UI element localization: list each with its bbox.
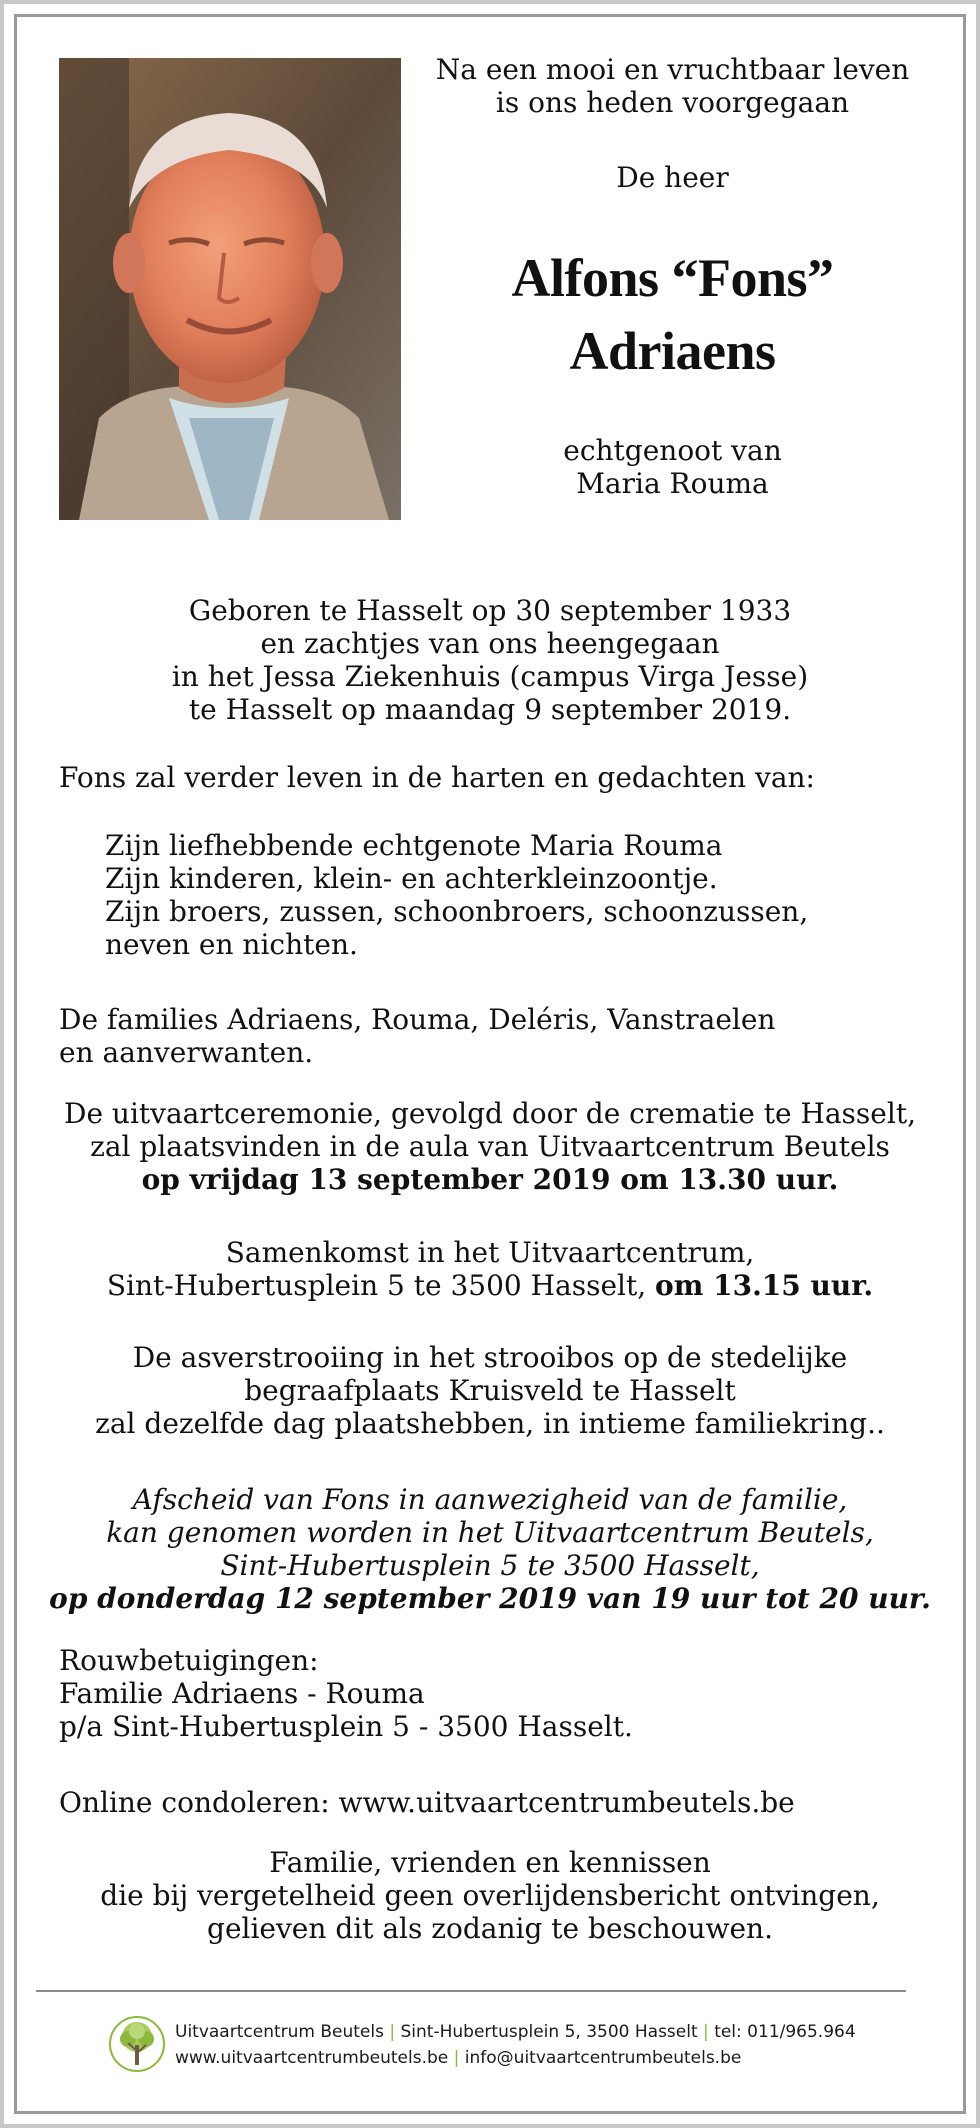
intro-text — [415, 53, 930, 119]
ceremony-line-1: De uitvaartceremonie, gevolgd door de crematie te Hasselt, — [64, 1097, 916, 1130]
ceremony-info — [30, 1097, 950, 1196]
families-line-1: De families Adriaens, Rouma, Deléris, Vanstraelen — [59, 1003, 776, 1036]
footer-divider — [36, 1990, 906, 1992]
families — [59, 1003, 775, 1069]
portrait-photo — [59, 58, 401, 520]
gathering-time: om 13.15 uur. — [655, 1269, 874, 1302]
gathering-line-1: Samenkomst in het Uitvaartcentrum, — [225, 1236, 755, 1269]
ashes-line-1: De asverstrooiing in het strooibos op de stedelijke — [132, 1341, 848, 1374]
condolences-address — [59, 1644, 633, 1743]
closing-text — [30, 1846, 950, 1945]
farewell-line-3: Sint-Hubertusplein 5 te 3500 Hasselt, — [220, 1549, 760, 1582]
ceremony-date: op vrijdag 13 september 2019 om 13.30 uur. — [141, 1163, 839, 1196]
gathering-info — [30, 1236, 950, 1302]
footer-line-1 — [175, 2019, 935, 2045]
online-condolences[interactable]: Online condoleren: www.uitvaartcentrumbeutels.be — [59, 1786, 795, 1819]
ashes-line-3: zal dezelfde dag plaatshebben, in intieme familiekring.. — [95, 1407, 885, 1440]
ashes-info — [30, 1341, 950, 1440]
intro-line-1: Na een mooi en vruchtbaar leven — [435, 53, 910, 86]
condolences-line-2: p/a Sint-Hubertusplein 5 - 3500 Hasselt. — [59, 1710, 633, 1743]
farewell-date: op donderdag 12 september 2019 van 19 uur tot 20 uur. — [49, 1582, 931, 1615]
survivor-line: Zijn liefhebbende echtgenote Maria Rouma — [105, 829, 723, 862]
survivor-line: Zijn kinderen, klein- en achterkleinzoontje. — [105, 862, 718, 895]
survivors-list — [105, 829, 808, 961]
footer-separator: | — [453, 2048, 460, 2068]
spouse-line-1: echtgenoot van — [563, 434, 782, 467]
title: De heer — [616, 161, 729, 194]
footer-separator: | — [703, 2022, 709, 2042]
birth-line-2: en zachtjes van ons heengegaan — [260, 627, 720, 660]
condolences-label: Rouwbetuigingen: — [59, 1644, 319, 1677]
footer-company: Uitvaartcentrum Beutels — [175, 2022, 384, 2042]
ashes-line-2: begraafplaats Kruisveld te Hasselt — [244, 1374, 736, 1407]
footer-line-2 — [175, 2045, 935, 2071]
footer-contact — [175, 2019, 935, 2071]
spouse-text — [415, 434, 930, 500]
footer-separator: | — [389, 2022, 396, 2042]
ceremony-line-3 — [30, 1163, 950, 1196]
footer-email[interactable]: info@uitvaartcentrumbeutels.be — [464, 2048, 742, 2068]
closing-line-1: Familie, vrienden en kennissen — [269, 1846, 711, 1879]
tree-logo-icon — [108, 2015, 166, 2073]
footer-website[interactable]: www.uitvaartcentrumbeutels.be — [175, 2048, 449, 2068]
survivors-intro: Fons zal verder leven in de harten en gedachten van: — [59, 761, 815, 794]
closing-line-2: die bij vergetelheid geen overlijdensbericht ontvingen, — [100, 1879, 880, 1912]
birth-death-info — [30, 594, 950, 726]
birth-line-4: te Hasselt op maandag 9 september 2019. — [188, 693, 792, 726]
farewell-line-4 — [30, 1582, 950, 1615]
gathering-line-2 — [30, 1269, 950, 1302]
survivor-line: neven en nichten. — [105, 928, 358, 961]
birth-line-3: in het Jessa Ziekenhuis (campus Virga Jesse) — [171, 660, 809, 693]
spouse-line-2: Maria Rouma — [576, 467, 769, 500]
gathering-address: Sint-Hubertusplein 5 te 3500 Hasselt, — [106, 1269, 647, 1302]
ceremony-line-2: zal plaatsvinden in de aula van Uitvaartcentrum Beutels — [90, 1130, 890, 1163]
intro-line-2: is ons heden voorgegaan — [495, 86, 850, 119]
closing-line-3: gelieven dit als zodanig te beschouwen. — [207, 1912, 773, 1945]
survivor-line: Zijn broers, zussen, schoonbroers, schoonzussen, — [105, 895, 809, 928]
birth-line-1: Geboren te Hasselt op 30 september 1933 — [188, 594, 792, 627]
families-line-2: en aanverwanten. — [59, 1036, 314, 1069]
farewell-line-1: Afscheid van Fons in aanwezigheid van de familie, — [132, 1483, 848, 1516]
farewell-info — [30, 1483, 950, 1615]
farewell-line-2: kan genomen worden in het Uitvaartcentrum Beutels, — [106, 1516, 874, 1549]
condolences-line-1: Familie Adriaens - Rouma — [59, 1677, 425, 1710]
footer-address: Sint-Hubertusplein 5, 3500 Hasselt — [400, 2022, 698, 2042]
name-line-2: Adriaens — [569, 321, 776, 381]
name-line-1: Alfons “Fons” — [511, 248, 834, 308]
deceased-name — [415, 242, 930, 388]
footer-phone[interactable]: tel: 011/965.964 — [714, 2022, 856, 2042]
